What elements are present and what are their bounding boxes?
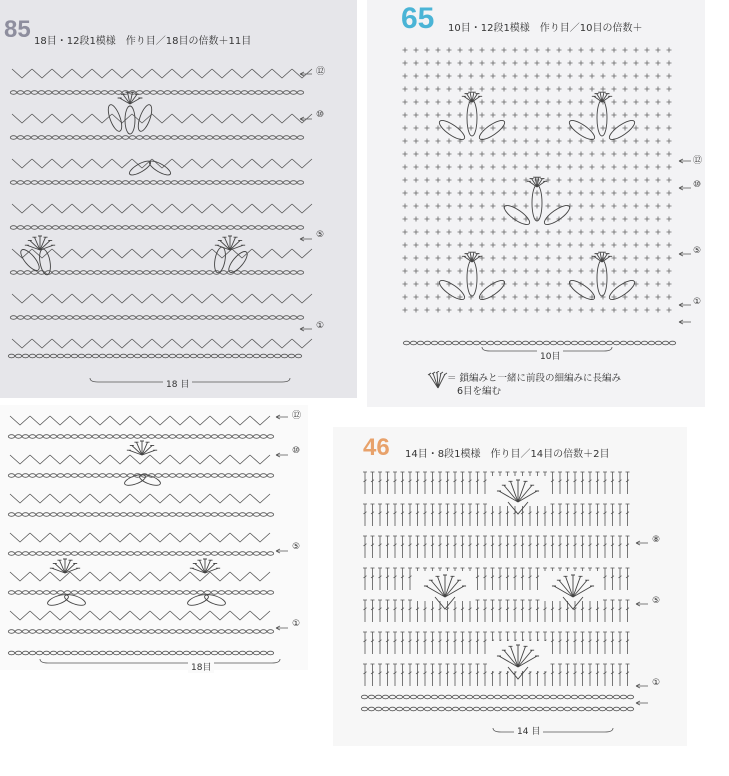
fan-motif — [190, 559, 220, 573]
leaf-motif — [477, 117, 507, 142]
tall-stitch-row — [363, 600, 630, 622]
chain-row — [10, 226, 303, 230]
row-arrow — [300, 72, 312, 76]
row-arrow — [679, 320, 691, 324]
row-arrow — [276, 453, 288, 457]
v-stitch-row — [12, 204, 312, 213]
fan-motif — [592, 252, 612, 262]
crochet-chart-46 — [333, 427, 687, 746]
leaf-motif — [437, 277, 467, 302]
row-label-12: ⑫ — [693, 156, 703, 166]
row-arrow — [636, 684, 648, 688]
row-arrow — [636, 701, 648, 705]
v-stitch-row — [12, 114, 312, 123]
row-label-10: ⑩ — [316, 110, 325, 120]
v-stitch-row — [10, 533, 270, 542]
row-arrow — [636, 541, 648, 545]
tall-stitch-row — [363, 536, 630, 558]
leaf-motif — [467, 100, 477, 136]
chain-row — [361, 695, 633, 699]
crochet-chart-85 — [0, 0, 357, 398]
repeat-bracket — [40, 659, 280, 663]
row-arrow — [276, 415, 288, 419]
chart-panel-unlabeled — [0, 405, 308, 673]
row-label-5: ⑤ — [316, 230, 325, 240]
pattern-description: 10目・12段1模様 作り目／10目の倍数＋ — [448, 23, 643, 34]
row-label-5: ⑤ — [693, 246, 702, 256]
row-arrow — [679, 252, 691, 256]
row-arrow — [679, 159, 691, 163]
chain-row — [8, 591, 273, 595]
leaf-motif — [128, 159, 153, 178]
row-label-1: ① — [693, 297, 702, 307]
fan-motif — [592, 92, 612, 102]
row-arrow — [300, 237, 312, 241]
row-arrow — [679, 186, 691, 190]
pattern-description: 18目・12段1模様 作り目／18目の倍数＋11目 — [34, 36, 252, 47]
chart-panel-85 — [0, 0, 357, 398]
leaf-motif — [125, 106, 135, 134]
fan-motif — [127, 441, 157, 455]
chain-row — [10, 181, 303, 185]
leaf-motif — [597, 260, 607, 296]
legend-line-2: 6目を編む — [457, 385, 502, 397]
crochet-chart-unlabeled — [0, 405, 308, 670]
stitch-count: 10目 — [537, 349, 563, 362]
chain-row — [10, 91, 303, 95]
chain-row — [10, 316, 303, 320]
leaf-motif — [437, 117, 467, 142]
leaf-motif — [136, 103, 155, 133]
row-label-8: ⑧ — [652, 535, 661, 545]
fan-motif — [50, 559, 80, 573]
v-stitch-row — [12, 69, 312, 78]
stitch-count: 14 目 — [514, 724, 543, 737]
chain-row — [8, 630, 273, 634]
chain-row — [8, 513, 273, 517]
row-label-10: ⑩ — [693, 180, 702, 190]
row-arrow — [276, 549, 288, 553]
chart-panel-65 — [367, 0, 705, 407]
leaf-motif — [597, 100, 607, 136]
v-stitch-row — [12, 339, 312, 348]
v-stitch-row — [10, 611, 270, 620]
fan-motif — [25, 236, 55, 250]
stitch-count: 18目 — [188, 660, 214, 673]
fan-motif — [215, 236, 245, 250]
leaf-motif — [467, 260, 477, 296]
row-arrow — [276, 626, 288, 630]
crochet-chart-65 — [367, 0, 705, 407]
row-arrow — [679, 303, 691, 307]
row-arrow — [300, 327, 312, 331]
row-label-5: ⑤ — [652, 596, 661, 606]
chart-panel-46 — [333, 427, 687, 746]
row-label-12: ⑫ — [316, 67, 326, 77]
legend-text: ＝ 鎖編みと一緒に前段の細編みに長編み 6目を編む — [447, 373, 622, 397]
leaf-motif — [567, 277, 597, 302]
legend-line-1: 鎖編みと一緒に前段の細編みに長編み — [459, 373, 622, 384]
row-label-10: ⑩ — [292, 446, 301, 456]
row-label-1: ① — [292, 619, 301, 629]
pattern-description: 14目・8段1模様 作り目／14目の倍数＋2目 — [405, 449, 610, 460]
chain-row — [10, 271, 303, 275]
leaf-motif — [148, 159, 173, 178]
leaf-motif — [38, 248, 52, 275]
leaf-motif — [138, 472, 161, 487]
chain-row — [8, 435, 273, 439]
v-stitch-row — [12, 159, 312, 168]
row-label-1: ① — [316, 321, 325, 331]
chain-row — [8, 651, 273, 655]
repeat-bracket — [493, 728, 613, 732]
v-stitch-row — [10, 572, 270, 581]
v-stitch-row — [10, 455, 270, 464]
pattern-number: 85 — [4, 16, 31, 43]
chain-row — [403, 341, 675, 345]
leaf-motif — [63, 592, 86, 607]
fan-motif — [462, 252, 482, 262]
leaf-motif — [567, 117, 597, 142]
chain-row — [8, 552, 273, 556]
leaf-motif — [532, 185, 542, 221]
leaf-motif — [607, 277, 637, 302]
pattern-number: 46 — [363, 434, 390, 461]
fan-motif — [462, 92, 482, 102]
v-stitch-row — [12, 249, 312, 258]
leaf-motif — [203, 592, 226, 607]
chain-row — [10, 136, 303, 140]
pattern-number: 65 — [401, 2, 435, 35]
sc-grid — [403, 48, 672, 313]
row-label-1: ① — [652, 678, 661, 688]
row-label-12: ⑫ — [292, 411, 302, 421]
chain-row — [361, 707, 633, 711]
leaf-motif — [106, 103, 125, 133]
leaf-motif — [477, 277, 507, 302]
legend-symbol-icon — [427, 371, 449, 389]
row-label-5: ⑤ — [292, 542, 301, 552]
tall-stitch-row — [363, 504, 630, 526]
row-arrow — [300, 117, 312, 121]
v-stitch-row — [10, 494, 270, 503]
row-arrow — [636, 602, 648, 606]
stitch-count: 18 目 — [163, 377, 192, 390]
v-stitch-row — [10, 416, 270, 425]
leaf-motif — [607, 117, 637, 142]
v-stitch-row — [12, 294, 312, 303]
chain-row — [8, 354, 301, 358]
leaf-motif — [213, 246, 227, 273]
